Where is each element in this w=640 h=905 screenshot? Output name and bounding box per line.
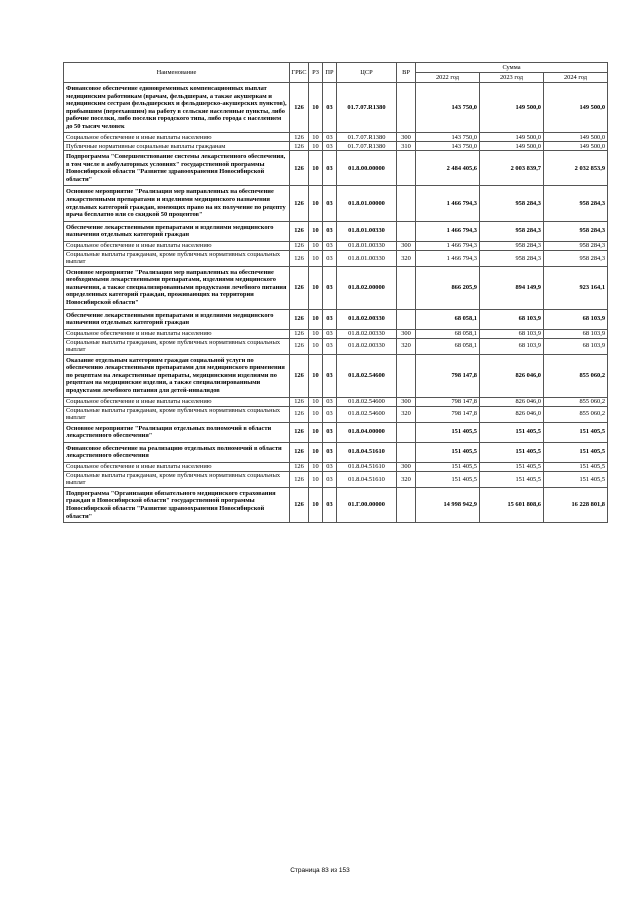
row-sum-2022: 2 484 405,6: [416, 151, 480, 186]
row-name: Социальное обеспечение и иные выплаты населению: [64, 397, 290, 406]
row-rz: 10: [309, 406, 323, 422]
row-sum-2024: 855 060,2: [544, 406, 608, 422]
row-sum-2023: 958 284,3: [480, 186, 544, 221]
table-row: [64, 83, 608, 133]
row-csr: 01.8.02.00330: [337, 329, 397, 338]
row-csr: 01.Г.00.00000: [337, 487, 397, 522]
row-csr: 01.8.04.00000: [337, 422, 397, 442]
row-csr: 01.8.01.00000: [337, 186, 397, 221]
row-sum-2022: 798 147,8: [416, 354, 480, 397]
row-name: Социальное обеспечение и иные выплаты населению: [64, 329, 290, 338]
row-sum-2024: 958 284,3: [544, 221, 608, 241]
row-sum-2022: 143 750,0: [416, 142, 480, 151]
row-grbs: 126: [290, 487, 309, 522]
table-row: [64, 142, 608, 151]
row-pr: 03: [323, 241, 337, 250]
row-sum-2024: 68 103,9: [544, 329, 608, 338]
table-row: [64, 241, 608, 250]
row-name: Финансовое обеспечение на реализацию отдельных полномочий в области лекарственного обеспечения: [64, 442, 290, 462]
row-vr: [397, 266, 416, 309]
row-sum-2024: 149 500,0: [544, 83, 608, 133]
row-rz: 10: [309, 397, 323, 406]
row-sum-2022: 68 058,1: [416, 338, 480, 354]
table-row: [64, 250, 608, 266]
header-vr: ВР: [397, 63, 416, 83]
table-row: [64, 186, 608, 221]
row-rz: 10: [309, 266, 323, 309]
row-sum-2022: 798 147,8: [416, 397, 480, 406]
row-sum-2023: 149 500,0: [480, 83, 544, 133]
row-sum-2024: 151 405,5: [544, 422, 608, 442]
row-pr: 03: [323, 397, 337, 406]
row-grbs: 126: [290, 422, 309, 442]
row-rz: 10: [309, 142, 323, 151]
row-name: Обеспечение лекарственными препаратами и изделиями медицинского назначения отдельных категорий граждан: [64, 221, 290, 241]
row-name: Основное мероприятие "Реализация мер направленных на обеспечение необходимыми лекарственными препаратами, изделиями медицинского назначения, а также специализированными продуктами лечебного питания определенных категорий граждан, проживающих на территории Новосибирской области": [64, 266, 290, 309]
row-csr: 01.8.02.00000: [337, 266, 397, 309]
row-csr: 01.8.04.51610: [337, 471, 397, 487]
row-grbs: 126: [290, 142, 309, 151]
row-grbs: 126: [290, 250, 309, 266]
row-name: Основное мероприятие "Реализация мер направленных на обеспечение лекарственными препаратами и изделиями медицинского назначения отдельных категорий граждан, имеющих право на их получение по рецепту врача бесплатно или со скидкой 50 процентов": [64, 186, 290, 221]
row-vr: 320: [397, 471, 416, 487]
row-sum-2022: 143 750,0: [416, 83, 480, 133]
row-sum-2023: 958 284,3: [480, 221, 544, 241]
row-rz: 10: [309, 487, 323, 522]
row-vr: [397, 422, 416, 442]
row-vr: [397, 83, 416, 133]
row-pr: 03: [323, 142, 337, 151]
row-pr: 03: [323, 133, 337, 142]
row-grbs: 126: [290, 221, 309, 241]
row-sum-2023: 958 284,3: [480, 250, 544, 266]
row-sum-2022: 143 750,0: [416, 133, 480, 142]
row-sum-2023: 151 405,5: [480, 442, 544, 462]
row-grbs: 126: [290, 133, 309, 142]
row-rz: 10: [309, 309, 323, 329]
row-rz: 10: [309, 221, 323, 241]
row-vr: 300: [397, 241, 416, 250]
row-csr: 01.7.07.R1380: [337, 83, 397, 133]
row-vr: [397, 309, 416, 329]
row-sum-2022: 68 058,1: [416, 309, 480, 329]
row-csr: 01.8.02.00330: [337, 309, 397, 329]
row-pr: 03: [323, 354, 337, 397]
row-grbs: 126: [290, 186, 309, 221]
row-rz: 10: [309, 354, 323, 397]
table-header: [64, 63, 608, 83]
table-row: [64, 133, 608, 142]
row-name: Подпрограмма "Организация обязательного медицинского страхования граждан в Новосибирской области" государственной программы Новосибирской области "Развитие здравоохранения Новосибирской области": [64, 487, 290, 522]
row-grbs: 126: [290, 354, 309, 397]
row-pr: 03: [323, 266, 337, 309]
row-csr: 01.7.07.R1380: [337, 142, 397, 151]
row-vr: [397, 487, 416, 522]
row-sum-2023: 151 405,5: [480, 422, 544, 442]
row-pr: 03: [323, 329, 337, 338]
row-rz: 10: [309, 442, 323, 462]
row-name: Финансовое обеспечение единовременных компенсационных выплат медицинским работникам (врачам, фельдшерам, а также акушеркам и медицинским сестрам фельдшерских и фельдшерско-акушерских пунктов), прибывшим (переехавшим) на работу в сельские населенные пункты, либо рабочие поселки, либо поселки городского типа, либо города с населением до 50 тысяч человек: [64, 83, 290, 133]
row-sum-2022: 1 466 794,3: [416, 241, 480, 250]
row-vr: 300: [397, 133, 416, 142]
table-row: [64, 338, 608, 354]
header-year-2022: 2022 год: [416, 73, 480, 83]
row-rz: 10: [309, 422, 323, 442]
row-sum-2024: 68 103,9: [544, 309, 608, 329]
row-name: Основное мероприятие "Реализация отдельных полномочий в области лекарственного обеспечения": [64, 422, 290, 442]
row-pr: 03: [323, 186, 337, 221]
row-pr: 03: [323, 309, 337, 329]
row-csr: 01.8.01.00330: [337, 221, 397, 241]
row-sum-2023: 68 103,9: [480, 329, 544, 338]
row-sum-2023: 68 103,9: [480, 338, 544, 354]
row-rz: 10: [309, 241, 323, 250]
row-name: Подпрограмма "Совершенствование системы лекарственного обеспечения, в том числе в амбулаторных условиях" государственной программы Новосибирской области "Развитие здравоохранения Новосибирской области": [64, 151, 290, 186]
row-csr: 01.8.01.00330: [337, 250, 397, 266]
row-grbs: 126: [290, 151, 309, 186]
row-sum-2024: 855 060,2: [544, 397, 608, 406]
row-vr: 320: [397, 250, 416, 266]
row-sum-2024: 16 228 801,8: [544, 487, 608, 522]
row-sum-2024: 958 284,3: [544, 186, 608, 221]
table-row: [64, 462, 608, 471]
row-rz: 10: [309, 329, 323, 338]
row-csr: 01.7.07.R1380: [337, 133, 397, 142]
header-year-2023: 2023 год: [480, 73, 544, 83]
row-csr: 01.8.02.54600: [337, 406, 397, 422]
row-vr: 320: [397, 406, 416, 422]
row-grbs: 126: [290, 406, 309, 422]
row-name: Оказание отдельным категориям граждан социальной услуги по обеспечению лекарственными препаратами для медицинского применения по рецептам на лекарственные препараты, медицинскими изделиями по рецептам на медицинские изделия, а также специализированными продуктами лечебного питания для детей-инвалидов: [64, 354, 290, 397]
row-pr: 03: [323, 487, 337, 522]
table-row: [64, 487, 608, 522]
row-name: Социальные выплаты гражданам, кроме публичных нормативных социальных выплат: [64, 338, 290, 354]
row-rz: 10: [309, 186, 323, 221]
row-sum-2024: 149 500,0: [544, 133, 608, 142]
row-sum-2024: 151 405,5: [544, 462, 608, 471]
row-csr: 01.8.01.00330: [337, 241, 397, 250]
header-grbs: ГРБС: [290, 63, 309, 83]
row-sum-2023: 826 046,0: [480, 397, 544, 406]
row-rz: 10: [309, 133, 323, 142]
table-row: [64, 397, 608, 406]
table-row: [64, 422, 608, 442]
row-rz: 10: [309, 462, 323, 471]
table-row: [64, 151, 608, 186]
header-csr: ЦСР: [337, 63, 397, 83]
table-row: [64, 442, 608, 462]
row-sum-2023: 826 046,0: [480, 406, 544, 422]
table-row: [64, 471, 608, 487]
row-sum-2022: 14 998 942,9: [416, 487, 480, 522]
row-sum-2024: 68 103,9: [544, 338, 608, 354]
row-csr: 01.8.00.00000: [337, 151, 397, 186]
row-sum-2024: 923 164,1: [544, 266, 608, 309]
row-name: Социальное обеспечение и иные выплаты населению: [64, 241, 290, 250]
table-row: [64, 354, 608, 397]
row-vr: [397, 221, 416, 241]
row-name: Социальные выплаты гражданам, кроме публичных нормативных социальных выплат: [64, 471, 290, 487]
row-sum-2022: 1 466 794,3: [416, 186, 480, 221]
row-pr: 03: [323, 221, 337, 241]
row-csr: 01.8.02.54600: [337, 397, 397, 406]
row-name: Публичные нормативные социальные выплаты гражданам: [64, 142, 290, 151]
table-row: [64, 309, 608, 329]
row-grbs: 126: [290, 83, 309, 133]
row-sum-2022: 68 058,1: [416, 329, 480, 338]
row-grbs: 126: [290, 442, 309, 462]
row-sum-2023: 151 405,5: [480, 471, 544, 487]
row-pr: 03: [323, 406, 337, 422]
table-row: [64, 221, 608, 241]
row-csr: 01.8.04.51610: [337, 442, 397, 462]
row-rz: 10: [309, 471, 323, 487]
row-sum-2022: 151 405,5: [416, 442, 480, 462]
row-vr: 300: [397, 329, 416, 338]
row-pr: 03: [323, 250, 337, 266]
row-sum-2023: 894 149,9: [480, 266, 544, 309]
row-name: Обеспечение лекарственными препаратами и изделиями медицинского назначения отдельных категорий граждан: [64, 309, 290, 329]
row-grbs: 126: [290, 266, 309, 309]
row-sum-2023: 958 284,3: [480, 241, 544, 250]
row-pr: 03: [323, 442, 337, 462]
row-grbs: 126: [290, 338, 309, 354]
row-sum-2022: 866 205,9: [416, 266, 480, 309]
table-row: [64, 266, 608, 309]
row-vr: 310: [397, 142, 416, 151]
row-name: Социальные выплаты гражданам, кроме публичных нормативных социальных выплат: [64, 406, 290, 422]
header-sum: Сумма: [416, 63, 608, 73]
row-grbs: 126: [290, 309, 309, 329]
row-pr: 03: [323, 462, 337, 471]
row-sum-2023: 15 601 808,6: [480, 487, 544, 522]
page-number: Страница 83 из 153: [290, 867, 350, 874]
row-vr: [397, 354, 416, 397]
row-vr: 300: [397, 397, 416, 406]
row-pr: 03: [323, 83, 337, 133]
header-year-2024: 2024 год: [544, 73, 608, 83]
row-sum-2022: 151 405,5: [416, 422, 480, 442]
row-rz: 10: [309, 338, 323, 354]
row-sum-2024: 958 284,3: [544, 250, 608, 266]
row-vr: [397, 442, 416, 462]
row-sum-2024: 855 060,2: [544, 354, 608, 397]
row-rz: 10: [309, 250, 323, 266]
row-csr: 01.8.02.54600: [337, 354, 397, 397]
row-pr: 03: [323, 151, 337, 186]
row-sum-2024: 151 405,5: [544, 442, 608, 462]
row-sum-2023: 149 500,0: [480, 142, 544, 151]
header-rz: РЗ: [309, 63, 323, 83]
row-sum-2024: 149 500,0: [544, 142, 608, 151]
row-sum-2023: 68 103,9: [480, 309, 544, 329]
row-grbs: 126: [290, 241, 309, 250]
row-name: Социальное обеспечение и иные выплаты населению: [64, 133, 290, 142]
row-sum-2022: 151 405,5: [416, 462, 480, 471]
table-body: [64, 83, 608, 523]
row-sum-2022: 798 147,8: [416, 406, 480, 422]
row-csr: 01.8.02.00330: [337, 338, 397, 354]
row-pr: 03: [323, 422, 337, 442]
row-sum-2023: 2 003 839,7: [480, 151, 544, 186]
row-grbs: 126: [290, 329, 309, 338]
row-grbs: 126: [290, 397, 309, 406]
row-name: Социальное обеспечение и иные выплаты населению: [64, 462, 290, 471]
header-pr: ПР: [323, 63, 337, 83]
row-rz: 10: [309, 151, 323, 186]
row-grbs: 126: [290, 462, 309, 471]
row-sum-2022: 1 466 794,3: [416, 250, 480, 266]
budget-table: [63, 62, 608, 523]
row-sum-2024: 958 284,3: [544, 241, 608, 250]
row-sum-2023: 826 046,0: [480, 354, 544, 397]
row-vr: 320: [397, 338, 416, 354]
row-sum-2023: 149 500,0: [480, 133, 544, 142]
row-vr: [397, 186, 416, 221]
row-pr: 03: [323, 471, 337, 487]
row-vr: 300: [397, 462, 416, 471]
row-sum-2024: 151 405,5: [544, 471, 608, 487]
row-csr: 01.8.04.51610: [337, 462, 397, 471]
table-row: [64, 329, 608, 338]
row-sum-2023: 151 405,5: [480, 462, 544, 471]
row-pr: 03: [323, 338, 337, 354]
row-name: Социальные выплаты гражданам, кроме публичных нормативных социальных выплат: [64, 250, 290, 266]
row-vr: [397, 151, 416, 186]
row-sum-2024: 2 032 853,9: [544, 151, 608, 186]
row-rz: 10: [309, 83, 323, 133]
row-grbs: 126: [290, 471, 309, 487]
table-row: [64, 406, 608, 422]
row-sum-2022: 151 405,5: [416, 471, 480, 487]
header-name: Наименование: [64, 63, 290, 83]
row-sum-2022: 1 466 794,3: [416, 221, 480, 241]
